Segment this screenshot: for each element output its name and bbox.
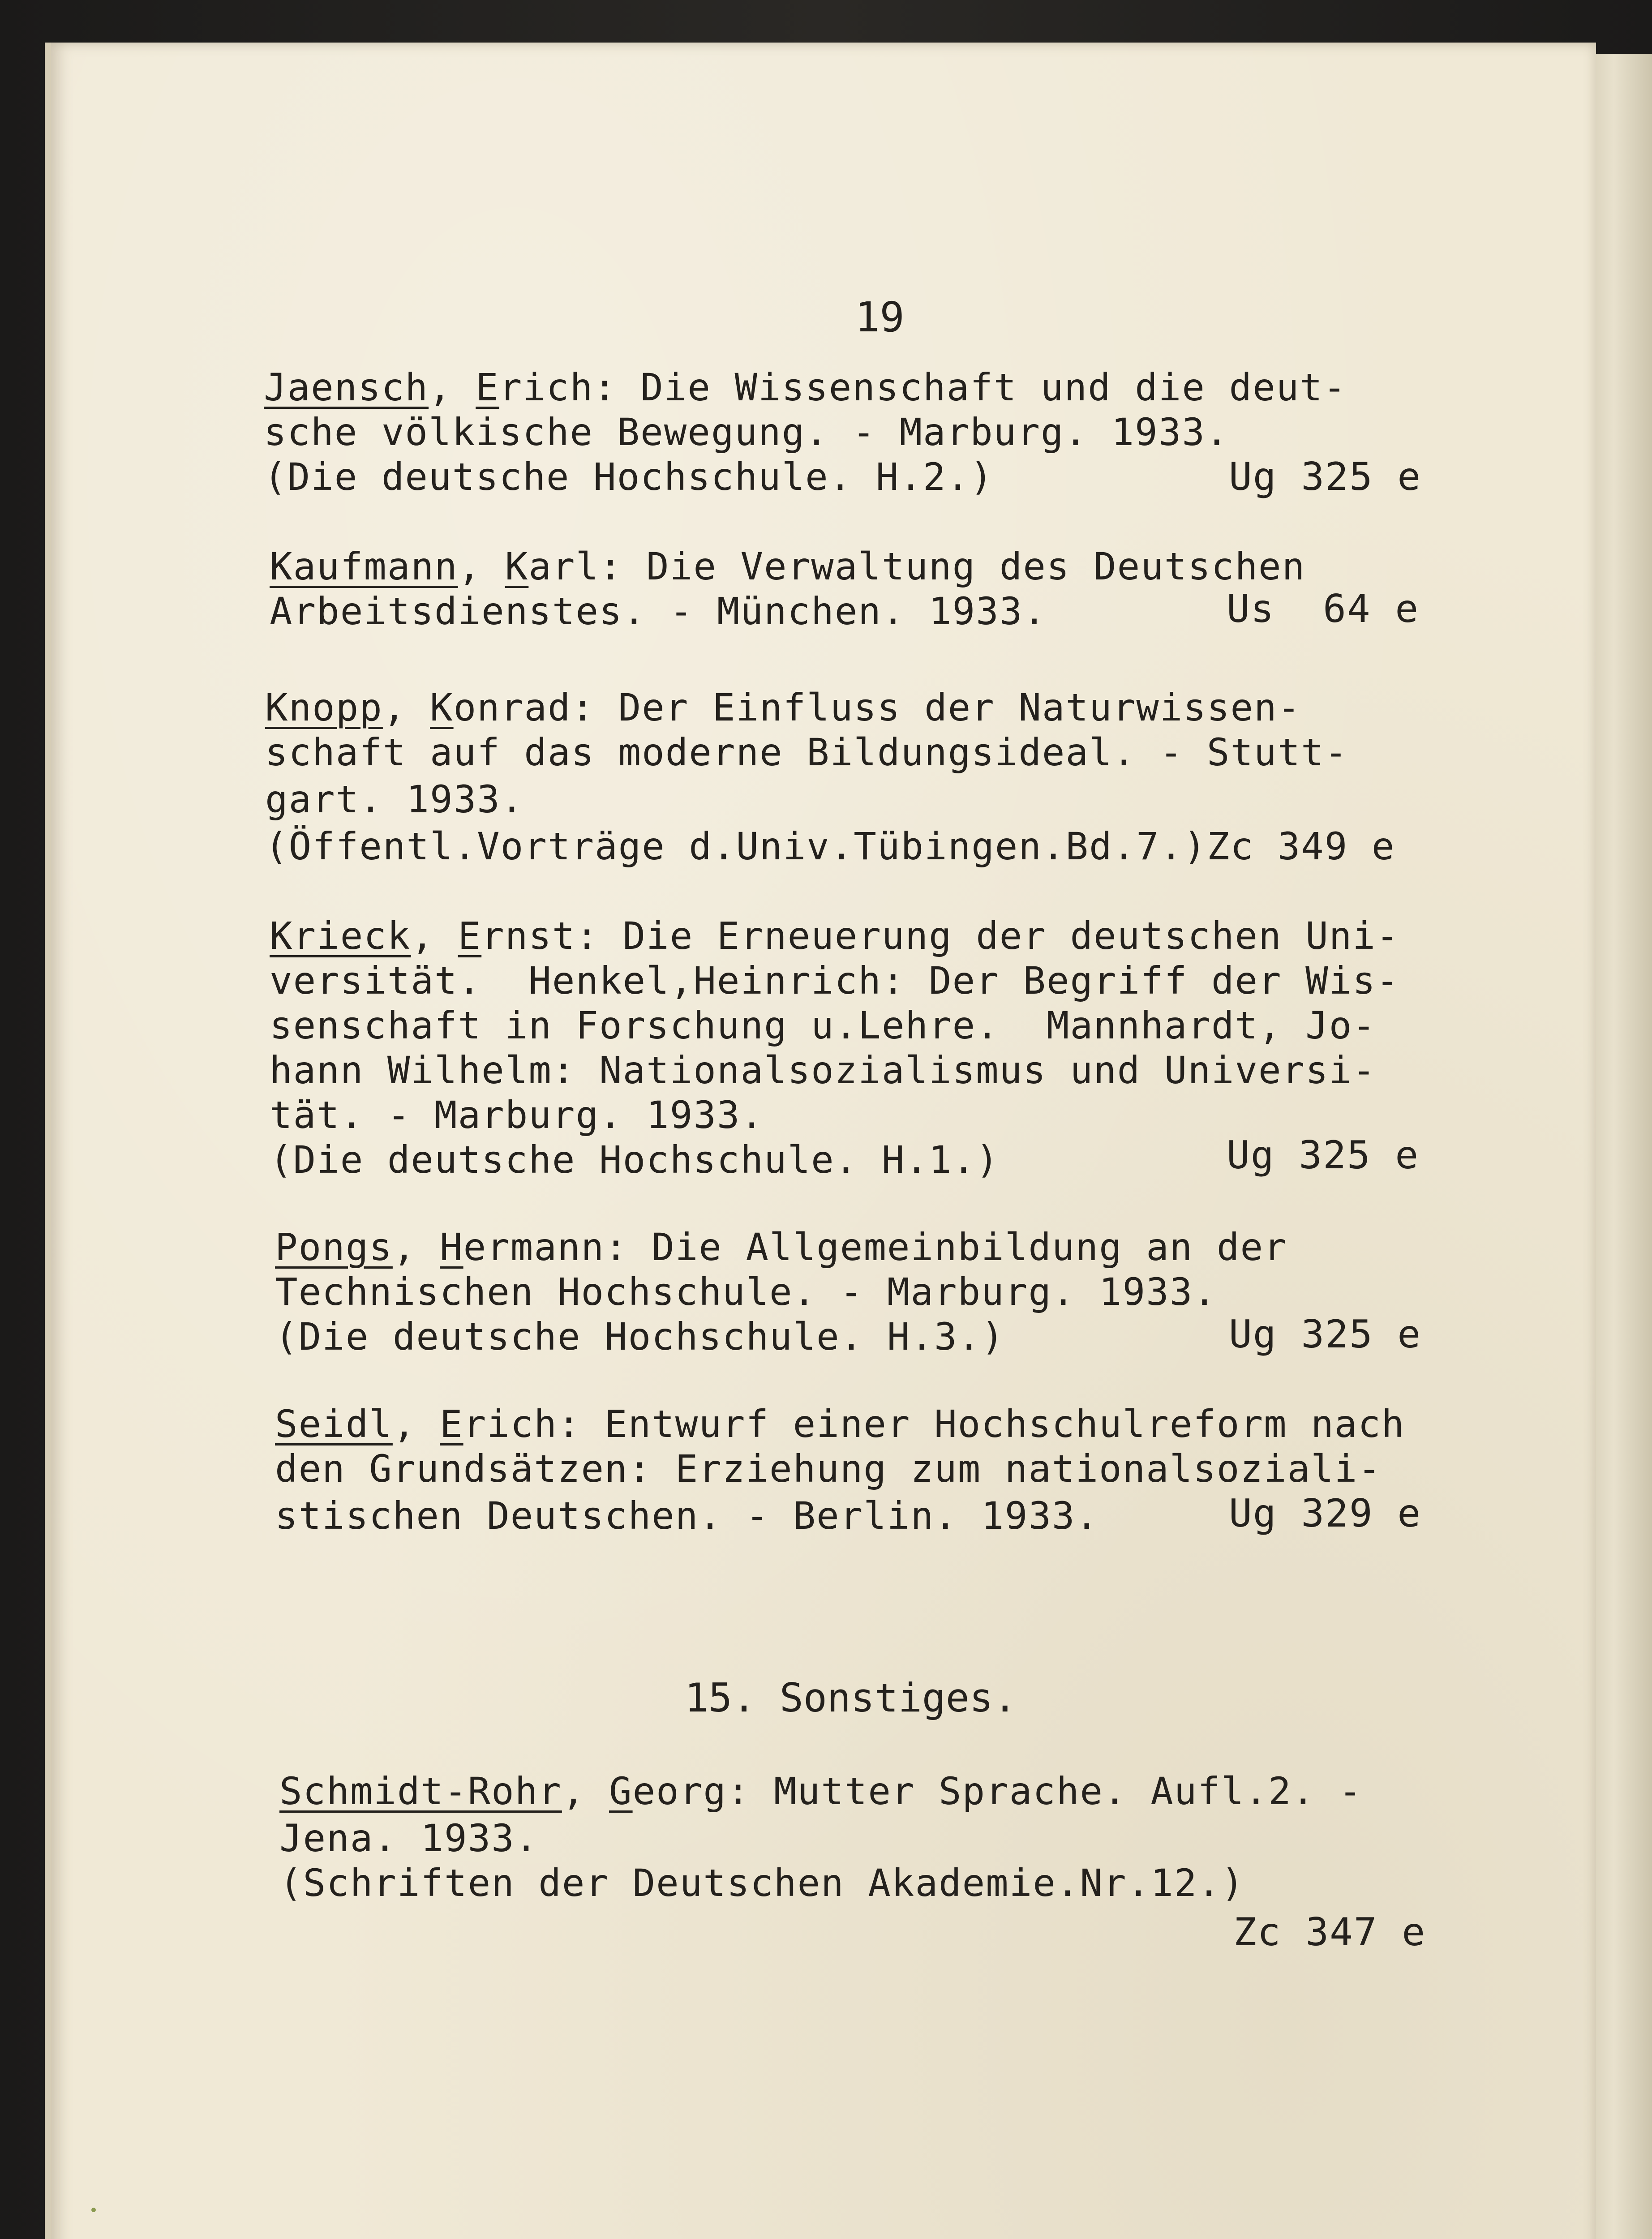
entry-text-line: (Die deutsche Hochschule. H.1.) xyxy=(270,1138,1000,1182)
shelf-signature: Ug 329 e xyxy=(1229,1491,1422,1536)
entry-text-line: (Die deutsche Hochschule. H.3.) xyxy=(275,1315,1005,1359)
author-surname: Krieck xyxy=(270,914,411,958)
entry-text-line: stischen Deutschen. - Berlin. 1933. xyxy=(275,1494,1099,1538)
entry-text-line: : Mutter Sprache. Aufl.2. - xyxy=(726,1769,1363,1813)
bibliography-entry-author-line: Kaufmann, Karl: Die Verwaltung des Deutschen xyxy=(270,545,1306,588)
book-page xyxy=(45,43,1596,2239)
entry-text-line: sche völkische Bewegung. - Marburg. 1933. xyxy=(264,410,1229,454)
entry-text-line: : Entwurf einer Hochschulreform nach xyxy=(557,1402,1405,1446)
author-first-rest: rich xyxy=(499,365,594,409)
entry-text-line: (Die deutsche Hochschule. H.2.) xyxy=(264,455,994,499)
entry-text-line: Jena. 1933. xyxy=(279,1816,539,1860)
bibliography-entry-author-line: Jaensch, Erich: Die Wissenschaft und die deut- xyxy=(264,365,1347,409)
shelf-signature: Ug 325 e xyxy=(1229,1312,1422,1357)
author-first-initial: E xyxy=(440,1402,463,1446)
entry-text-line: : Die Erneuerung der deutschen Uni- xyxy=(575,914,1400,958)
entry-text-line: tät. - Marburg. 1933. xyxy=(270,1093,764,1137)
shelf-signature: Ug 325 e xyxy=(1229,455,1422,499)
entry-text-line: senschaft in Forschung u.Lehre. Mannhardt, Jo- xyxy=(270,1004,1376,1047)
author-first-rest: eorg xyxy=(632,1769,727,1813)
shelf-signature: Ug 325 e xyxy=(1227,1133,1420,1178)
entry-text-line: gart. 1933. xyxy=(265,777,524,821)
author-first-initial: K xyxy=(505,545,529,588)
author-first-rest: arl xyxy=(528,545,600,588)
author-first-rest: rnst xyxy=(481,914,576,958)
entry-text-line: : Die Verwaltung des Deutschen xyxy=(599,545,1306,588)
author-surname: Schmidt-Rohr xyxy=(279,1769,562,1813)
shelf-signature: Zc 347 e xyxy=(1233,1910,1426,1955)
entry-text-line: Arbeitsdienstes. - München. 1933. xyxy=(270,589,1047,633)
page-number: 19 xyxy=(855,293,905,341)
bibliography-entry-author-line: Schmidt-Rohr, Georg: Mutter Sprache. Aufl.2. - xyxy=(279,1769,1363,1813)
entry-text-line: den Grundsätzen: Erziehung zum nationalsoziali- xyxy=(275,1447,1382,1491)
bibliography-entry-author-line: Knopp, Konrad: Der Einfluss der Naturwissen- xyxy=(265,686,1301,729)
shelf-signature: Us 64 e xyxy=(1227,587,1420,631)
entry-text-line: : Die Wissenschaft und die deut- xyxy=(593,365,1347,409)
author-first-rest: ermann xyxy=(463,1225,605,1269)
entry-text-line: : Der Einfluss der Naturwissen- xyxy=(571,686,1301,729)
entry-text-line: versität. Henkel,Heinrich: Der Begriff der Wis- xyxy=(270,959,1400,1003)
author-first-rest: onrad xyxy=(453,686,571,729)
author-surname: Seidl xyxy=(275,1402,393,1446)
author-first-initial: E xyxy=(458,914,482,958)
section-heading: 15. Sonstiges. xyxy=(685,1675,1017,1721)
author-first-initial: G xyxy=(609,1769,633,1813)
paper-speck xyxy=(91,2208,96,2212)
author-surname: Knopp xyxy=(265,686,383,729)
entry-text-line: : Die Allgemeinbildung an der xyxy=(605,1225,1287,1269)
entry-text-line: (Öffentl.Vorträge d.Univ.Tübingen.Bd.7.)Zc 349 e xyxy=(265,824,1395,868)
bibliography-entry-author-line: Krieck, Ernst: Die Erneuerung der deutschen Uni- xyxy=(270,914,1400,958)
author-first-rest: rich xyxy=(463,1402,558,1446)
entry-text-line: schaft auf das moderne Bildungsideal. - Stutt- xyxy=(265,730,1348,774)
author-first-initial: E xyxy=(476,365,499,409)
author-surname: Kaufmann xyxy=(270,545,458,588)
author-surname: Jaensch xyxy=(264,365,429,409)
author-surname: Pongs xyxy=(275,1225,393,1269)
entry-text-line: Technischen Hochschule. - Marburg. 1933. xyxy=(275,1270,1217,1314)
entry-text-line: (Schriften der Deutschen Akademie.Nr.12.) xyxy=(279,1861,1245,1905)
bibliography-entry-author-line: Seidl, Erich: Entwurf einer Hochschulreform nach xyxy=(275,1402,1405,1446)
entry-text-line: hann Wilhelm: Nationalsozialismus und Universi- xyxy=(270,1048,1376,1092)
author-first-initial: K xyxy=(430,686,454,729)
bibliography-entry-author-line: Pongs, Hermann: Die Allgemeinbildung an der xyxy=(275,1225,1287,1269)
author-first-initial: H xyxy=(440,1225,463,1269)
